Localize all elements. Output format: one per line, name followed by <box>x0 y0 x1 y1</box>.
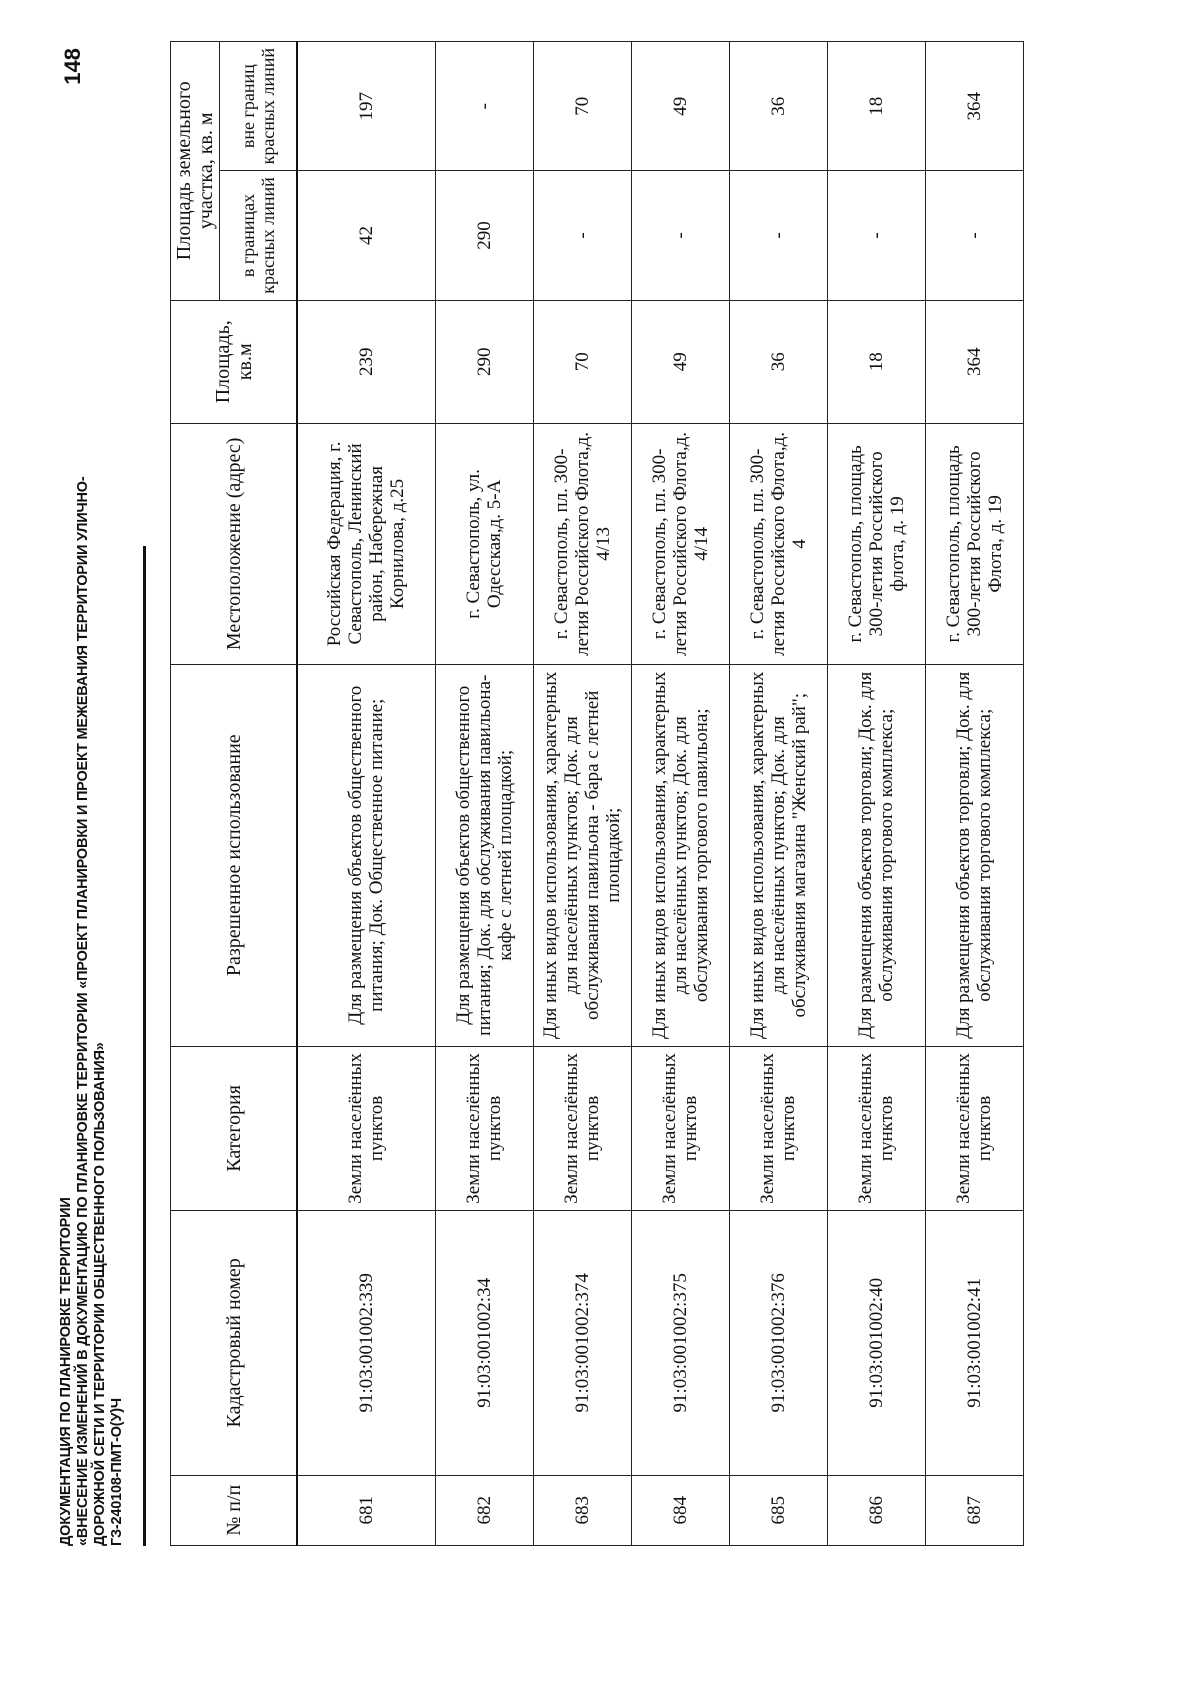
cell-outside-red-lines: 70 <box>533 42 631 171</box>
table-row <box>729 42 827 1546</box>
header-outside-red-lines: вне границ красных линий <box>220 42 298 171</box>
cell-num: 687 <box>925 1475 1023 1545</box>
cell-category: Земли населённых пунктов <box>435 1046 533 1210</box>
header-line-1: ДОКУМЕНТАЦИЯ ПО ПЛАНИРОВКЕ ТЕРРИТОРИИ <box>58 1197 74 1546</box>
cell-permitted-use: Для размещения объектов торговли; Док. для обслуживания торгового комплекса; <box>925 664 1023 1046</box>
cell-inside-red-lines: - <box>827 171 925 300</box>
cell-cadastral: 91:03:001002:374 <box>533 1211 631 1475</box>
cell-inside-red-lines: 290 <box>435 171 533 300</box>
cell-num: 684 <box>631 1475 729 1545</box>
table-row <box>827 42 925 1546</box>
cell-category: Земли населённых пунктов <box>297 1046 435 1210</box>
cell-outside-red-lines: 36 <box>729 42 827 171</box>
cell-address: г. Севастополь, пл. 300-летия Российского Флота,д. 4 <box>729 423 827 664</box>
header-location: Местоположение (адрес) <box>171 423 298 664</box>
header-line-2: «ВНЕСЕНИЕ ИЗМЕНЕНИЙ В ДОКУМЕНТАЦИЮ ПО ПЛАНИРОВКЕ ТЕРРИТОРИИ «ПРОЕКТ ПЛАНИРОВКИ И ПРОЕКТ МЕЖЕВАНИЯ ТЕРРИТОРИИ УЛИЧНО- <box>75 476 91 1546</box>
cell-address: г. Севастополь, пл. 300-летия Российского Флота,д. 4/14 <box>631 423 729 664</box>
cell-address: г. Севастополь, площадь 300-летия Российского флота, д. 19 <box>827 423 925 664</box>
cell-address: г. Севастополь, площадь 300-летия Российского Флота, д. 19 <box>925 423 1023 664</box>
cell-address: г. Севастополь, ул. Одесская,д. 5-А <box>435 423 533 664</box>
header-land-area-group: Площадь земельного участка, кв. м <box>171 42 220 301</box>
cell-cadastral: 91:03:001002:375 <box>631 1211 729 1475</box>
cell-outside-red-lines: 18 <box>827 42 925 171</box>
cell-cadastral: 91:03:001002:376 <box>729 1211 827 1475</box>
cell-area: 290 <box>435 300 533 423</box>
cell-category: Земли населённых пунктов <box>925 1046 1023 1210</box>
cell-area: 36 <box>729 300 827 423</box>
cell-num: 683 <box>533 1475 631 1545</box>
table-row <box>925 42 1023 1546</box>
cell-cadastral: 91:03:001002:34 <box>435 1211 533 1475</box>
cell-num: 685 <box>729 1475 827 1545</box>
cell-permitted-use: Для иных видов использования, характерных для населённых пунктов; Док. для обслуживания торгового павильона; <box>631 664 729 1046</box>
cell-outside-red-lines: 49 <box>631 42 729 171</box>
page-number: 148 <box>60 48 85 85</box>
cell-cadastral: 91:03:001002:41 <box>925 1211 1023 1475</box>
header-area: Площадь, кв.м <box>171 300 298 423</box>
header-line-3: ДОРОЖНОЙ СЕТИ И ТЕРРИТОРИИ ОБЩЕСТВЕННОГО ПОЛЬЗОВАНИЯ» <box>92 1042 108 1546</box>
header-cadastral: Кадастровый номер <box>171 1211 298 1475</box>
cell-category: Земли населённых пунктов <box>827 1046 925 1210</box>
header-line-4: ГЗ-240108-ПМТ-О(У)Ч <box>109 1398 125 1546</box>
header-num: № п/п <box>171 1475 298 1545</box>
cell-inside-red-lines: - <box>533 171 631 300</box>
cell-area: 70 <box>533 300 631 423</box>
header-inside-red-lines: в границах красных линий <box>220 171 298 300</box>
cell-num: 682 <box>435 1475 533 1545</box>
header-category: Категория <box>171 1046 298 1210</box>
cell-permitted-use: Для иных видов использования, характерных для населённых пунктов; Док. для обслуживания магазина "Женский рай"; <box>729 664 827 1046</box>
cell-cadastral: 91:03:001002:339 <box>297 1211 435 1475</box>
cell-category: Земли населённых пунктов <box>533 1046 631 1210</box>
cell-num: 686 <box>827 1475 925 1545</box>
cell-outside-red-lines: - <box>435 42 533 171</box>
cell-permitted-use: Для размещения объектов общественного питания; Док. для обслуживания павильона-кафе с летней площадкой; <box>435 664 533 1046</box>
land-plots-table <box>170 41 1024 1546</box>
cell-area: 49 <box>631 300 729 423</box>
table-row <box>297 42 435 1546</box>
header-permitted-use: Разрешенное использование <box>171 664 298 1046</box>
table-row <box>533 42 631 1546</box>
table-row <box>435 42 533 1546</box>
cell-num: 681 <box>297 1475 435 1545</box>
cell-address: Российская Федерация, г. Севастополь, Ленинский район, Набережная Корнилова, д.25 <box>297 423 435 664</box>
cell-category: Земли населённых пунктов <box>631 1046 729 1210</box>
cell-cadastral: 91:03:001002:40 <box>827 1211 925 1475</box>
cell-address: г. Севастополь, пл. 300-летия Российского Флота,д. 4/13 <box>533 423 631 664</box>
cell-permitted-use: Для размещения объектов торговли; Док. для обслуживания торгового комплекса; <box>827 664 925 1046</box>
table-row <box>631 42 729 1546</box>
cell-inside-red-lines: - <box>631 171 729 300</box>
cell-inside-red-lines: 42 <box>297 171 435 300</box>
cell-outside-red-lines: 364 <box>925 42 1023 171</box>
document-header <box>58 396 126 1546</box>
header-divider <box>143 546 146 1546</box>
cell-permitted-use: Для иных видов использования, характерных для населённых пунктов; Док. для обслуживания павильона - бара с летней площадкой; <box>533 664 631 1046</box>
cell-outside-red-lines: 197 <box>297 42 435 171</box>
cell-area: 364 <box>925 300 1023 423</box>
cell-permitted-use: Для размещения объектов общественного питания; Док. Общественное питание; <box>297 664 435 1046</box>
cell-area: 239 <box>297 300 435 423</box>
cell-category: Земли населённых пунктов <box>729 1046 827 1210</box>
cell-inside-red-lines: - <box>925 171 1023 300</box>
cell-area: 18 <box>827 300 925 423</box>
cell-inside-red-lines: - <box>729 171 827 300</box>
